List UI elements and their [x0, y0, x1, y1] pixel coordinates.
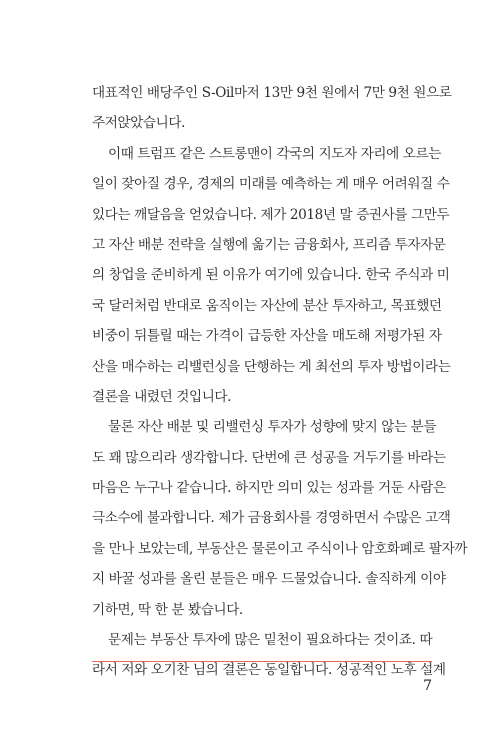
- footer-divider: [92, 661, 432, 662]
- text-line: 기하면, 딱 한 분 봤습니다.: [92, 601, 243, 618]
- text-line: 산을 매수하는 리밸런싱을 단행하는 게 최선의 투자 방법이라는: [92, 358, 451, 375]
- text-line: 극소수에 불과합니다. 제가 금융회사를 경영하면서 수많은 고객: [92, 510, 451, 527]
- text-line: 대표적인 배당주인 S-Oil마저 13만 9천 원에서 7만 9천 원으로: [92, 85, 452, 101]
- text-line: 결론을 내렸던 것입니다.: [92, 388, 232, 405]
- text-line: 국 달러처럼 반대로 움직이는 자산에 분산 투자하고, 목표했던: [92, 297, 442, 314]
- text-line: 라서 저와 오기찬 님의 결론은 동일합니다. 성공적인 노후 설계: [92, 662, 446, 679]
- text-line: 마음은 누구나 같습니다. 하지만 의미 있는 성과를 거둔 사람은: [92, 480, 446, 497]
- text-line: 지 바꿀 성과를 올린 분들은 매우 드물었습니다. 솔직하게 이야: [92, 571, 446, 588]
- text-line: 이때 트럼프 같은 스트롱맨이 각국의 지도자 자리에 오르는: [108, 145, 442, 162]
- body-text: [92, 78, 468, 686]
- text-line: 의 창업을 준비하게 된 이유가 여기에 있습니다. 한국 주식과 미: [92, 267, 450, 284]
- text-line: 도 꽤 많으리라 생각합니다. 단번에 큰 성공을 거두기를 바라는: [92, 449, 446, 466]
- text-line: 일이 잦아질 경우, 경제의 미래를 예측하는 게 매우 어려워질 수: [92, 176, 450, 193]
- text-line: 고 자산 배분 전략을 실행에 옮기는 금융회사, 프리즘 투자자문: [92, 236, 446, 253]
- text-line: 있다는 깨달음을 얻었습니다. 제가 2018년 말 증권사를 그만두: [92, 206, 450, 223]
- text-line: 을 만나 보았는데, 부동산은 물론이고 주식이나 암호화폐로 팔자까: [92, 540, 468, 557]
- text-line: 물론 자산 배분 및 리밸런싱 투자가 성향에 맞지 않는 분들: [108, 419, 437, 436]
- text-line: 문제는 부동산 투자에 많은 밑천이 필요하다는 것이죠. 따: [108, 632, 433, 649]
- page-number: 7: [423, 678, 432, 694]
- text-line: 비중이 뒤틀릴 때는 가격이 급등한 자산을 매도해 저평가된 자: [92, 328, 442, 345]
- text-line: 주저앉았습니다.: [92, 115, 186, 132]
